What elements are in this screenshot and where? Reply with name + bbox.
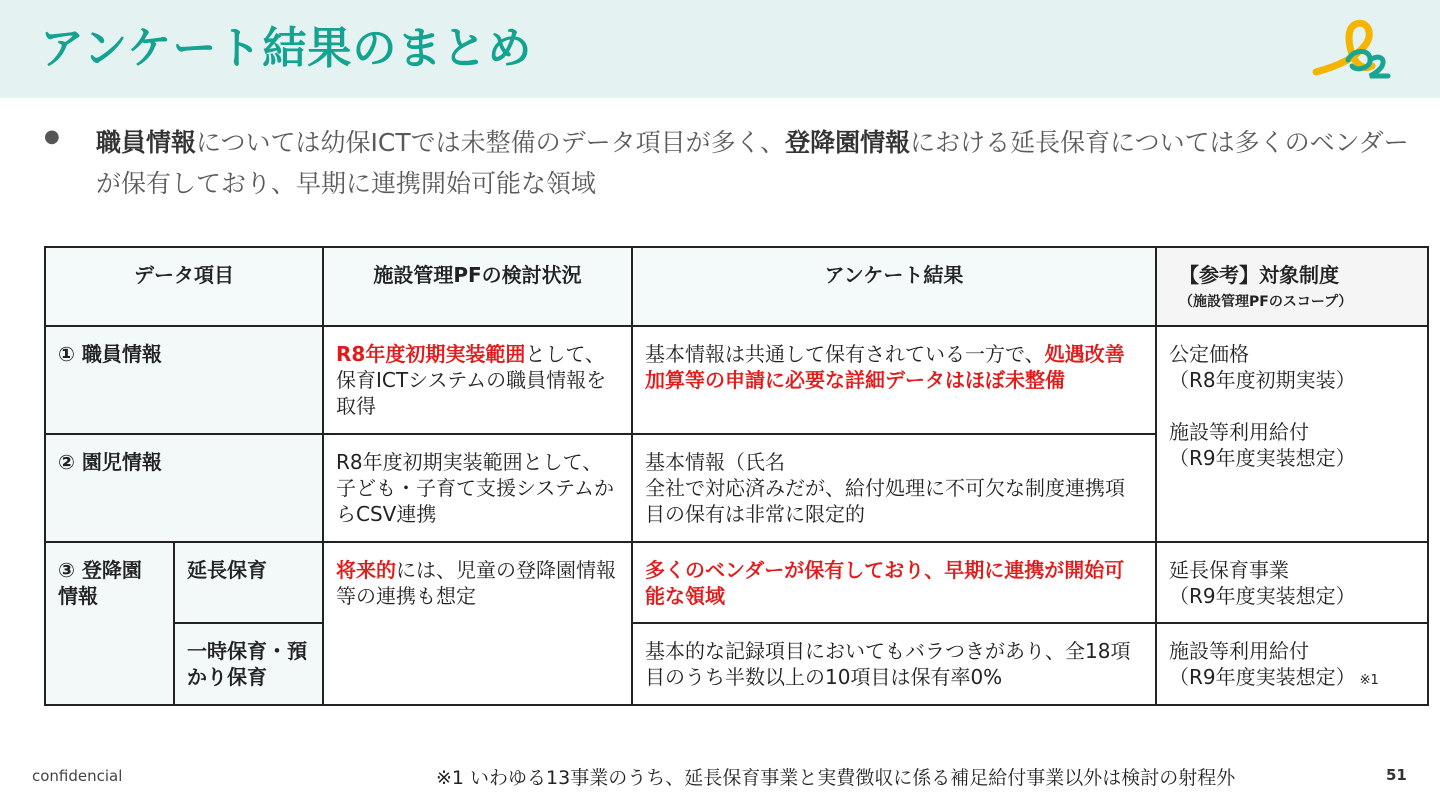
cell-ref-merged (1156, 326, 1428, 542)
cell-child-pf: R8年度初期実装範囲として、子ども・子育て支援システムからCSV連携 (323, 434, 632, 542)
cell-temporary-survey: 基本的な記録項目においてもバラつきがあり、全18項目のうち半数以上の10項目は保有率0% (632, 623, 1156, 705)
child-survey-line1: 基本情報（氏名 (645, 450, 785, 474)
footnote: ※1 いわゆる13事業のうち、延長保育事業と実費徴収に係る補足給付事業以外は検討の射程外 (436, 767, 1236, 789)
summary-bold-staff: 職員情報 (96, 128, 197, 157)
page-number: 51 (1386, 766, 1407, 784)
child-survey-line2: 全社で対応済みだが、給付処理に不可欠な制度連携項目の保有は非常に限定的 (645, 476, 1125, 526)
row-label-attendance: ③ 登降園情報 (45, 542, 174, 705)
bullet-dot: ● (44, 126, 60, 147)
cell-temporary-ref (1156, 623, 1428, 705)
cell-extended-ref (1156, 542, 1428, 623)
table-row-staff (45, 326, 1428, 434)
row-label-staff: ① 職員情報 (45, 326, 323, 434)
ref-public-price: 公定価格 (1169, 342, 1249, 366)
ref-temporary-benefit-note: （R9年度実装想定） (1169, 665, 1356, 689)
cell-extended-survey (632, 542, 1156, 623)
row-label-extended-care: 延長保育 (174, 542, 323, 623)
cell-attendance-pf (323, 542, 632, 705)
kodomo-logo-icon (1308, 14, 1396, 84)
summary-text (96, 122, 1412, 204)
cell-child-survey (632, 434, 1156, 542)
row-label-temporary-care: 一時保育・預かり保育 (174, 623, 323, 705)
ref-extended-program-note: （R9年度実装想定） (1169, 584, 1356, 608)
table-row-temporary-care (45, 623, 1428, 705)
cell-staff-pf (323, 326, 632, 434)
header-pf-status: 施設管理PFの検討状況 (323, 247, 632, 326)
row-label-child: ② 園児情報 (45, 434, 323, 542)
ref-extended-program: 延長保育事業 (1169, 558, 1289, 582)
page-title: アンケート結果のまとめ (40, 23, 533, 74)
cell-staff-survey (632, 326, 1156, 434)
summary-table (44, 246, 1429, 706)
header-reference (1156, 247, 1428, 326)
header-reference-sub: （施設管理PFのスコープ） (1179, 294, 1353, 310)
header-reference-title: 【参考】対象制度 (1179, 263, 1339, 287)
table-header-row (45, 247, 1428, 326)
header-data-item: データ項目 (45, 247, 323, 326)
ref-temporary-benefit: 施設等利用給付 (1169, 639, 1309, 663)
ref-temporary-benefit-note-line (1169, 664, 1415, 694)
footnote-marker: ※1 (1359, 673, 1379, 688)
confidential-label: confidencial (32, 767, 123, 785)
staff-survey-emphasis: 処遇改善加算等の申請に必要な詳細データはほぼ未整備 (645, 342, 1125, 392)
staff-pf-emphasis: R8年度初期実装範囲 (336, 342, 526, 366)
summary-text-part1: については幼保ICTでは未整備のデータ項目が多く、 (196, 128, 786, 157)
summary-bullet (42, 122, 1412, 204)
table-row-extended-care (45, 542, 1428, 623)
ref-public-price-note: （R8年度初期実装） (1169, 368, 1356, 392)
attendance-pf-emphasis: 将来的 (336, 558, 396, 582)
ref-facility-benefit: 施設等利用給付 (1169, 420, 1309, 444)
summary-bold-attendance: 登降園情報 (785, 128, 911, 157)
staff-survey-text: 基本情報は共通して保有されている一方で、 (645, 342, 1045, 366)
extended-survey-emphasis: 多くのベンダーが保有しており、早期に連携が開始可能な領域 (645, 558, 1125, 608)
summary-text-part2: における延長保育については多くのベンダーが保有しており、早期に連携開始可能な領域 (96, 128, 1409, 198)
attendance-pf-text: には、児童の登降園情報等の連携も想定 (336, 558, 616, 608)
ref-facility-benefit-note: （R9年度実装想定） (1169, 446, 1356, 470)
staff-pf-text: として、保育ICTシステムの職員情報を取得 (336, 342, 607, 418)
header-survey-result: アンケート結果 (632, 247, 1156, 326)
